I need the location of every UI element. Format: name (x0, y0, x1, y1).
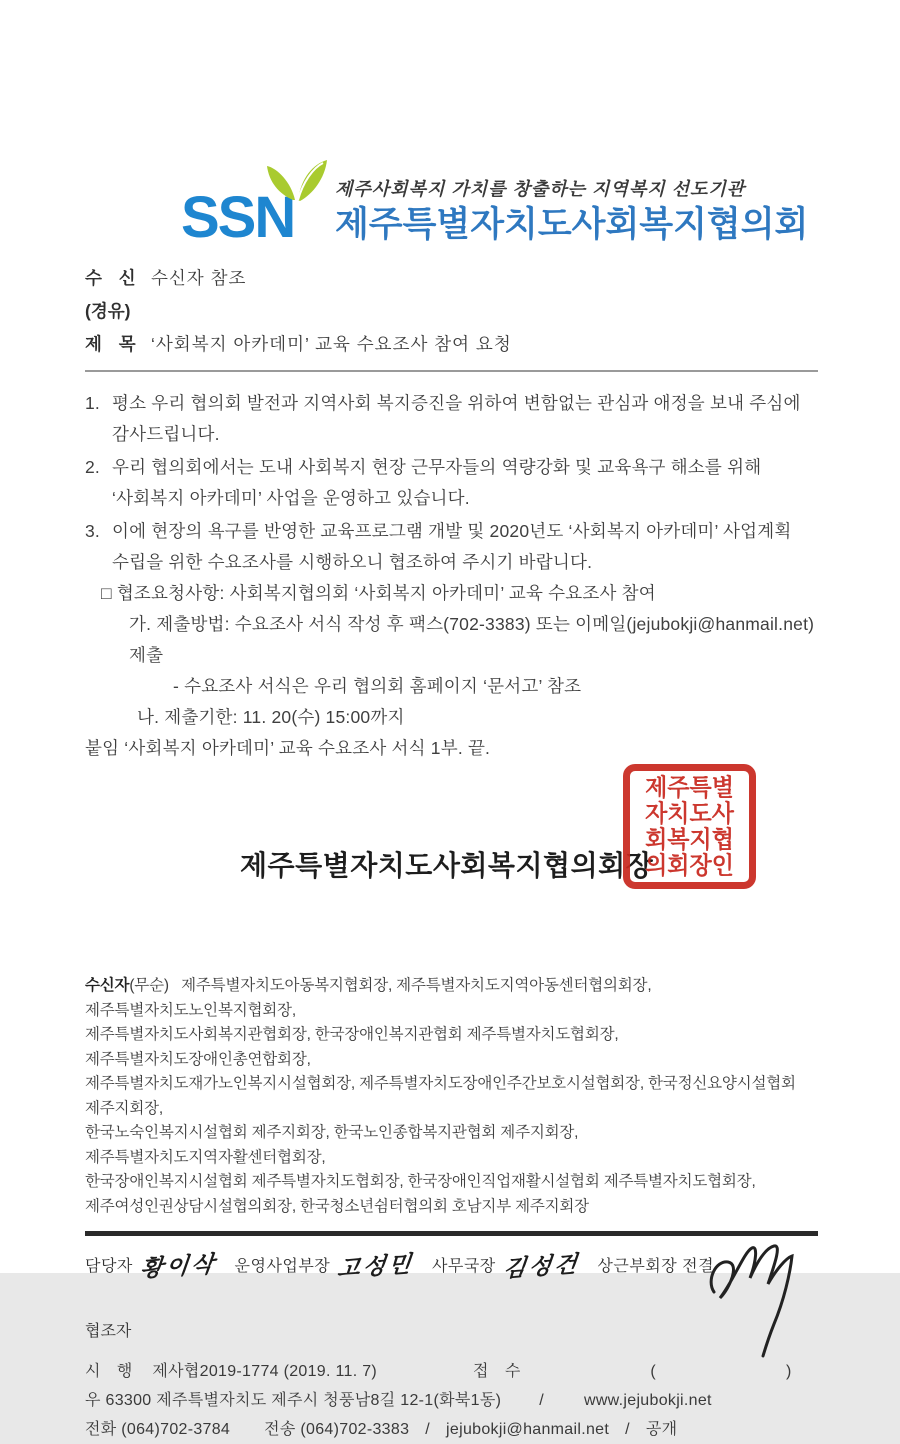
org-name: 제주특별자치도사회복지협의회 (335, 205, 809, 245)
via-label: (경유) (85, 301, 131, 321)
submission-deadline: 나. 제출기한: 11. 20(수) 15:00까지 (137, 707, 405, 727)
slash: / (625, 1421, 630, 1438)
seal-row: 회복지협 (645, 825, 734, 853)
submission-method-note: - 수요조사 서식은 우리 협의회 홈페이지 ‘문서고’ 참조 (173, 676, 582, 696)
footer-divider (85, 1231, 818, 1236)
document-meta (85, 262, 818, 372)
issue-number: 제사협2019-1774 (2019. 11. 7) (152, 1363, 378, 1380)
recipients-prefix-note: (무순) (129, 977, 169, 994)
subject-label: 제 목 (85, 334, 142, 354)
body-text (85, 388, 818, 764)
fax-number: (064)702-3383 (300, 1421, 410, 1438)
email-address: jejubokji@hanmail.net (446, 1421, 610, 1438)
approval-line (85, 1248, 818, 1304)
letterhead (181, 148, 818, 250)
paragraph-3 (85, 516, 818, 578)
seal-row: 의회장인 (645, 850, 734, 879)
subject-value: ‘사회복지 아카데미’ 교육 수요조사 참여 요청 (151, 334, 512, 354)
recipients-list (85, 974, 818, 1219)
paragraph-1-text: 평소 우리 협의회 발전과 지역사회 복지증진을 위하여 변함없는 관심과 애정을 보내 주심에 감사드립니다. (112, 393, 801, 444)
website-url: www.jejubokji.net (583, 1392, 712, 1409)
paragraph-1-number: 1. (85, 393, 100, 413)
paragraph-3-text: 이에 현장의 욕구를 반영한 교육프로그램 개발 및 2020년도 ‘사회복지 아카데미’ 사업계획 수립을 위한 수요조사를 시행하오니 협조하여 주시기 바랍니다. (112, 521, 792, 572)
recipients-line-2: 제주특별자치도사회복지관협회장, 한국장애인복지관협회 제주특별자치도협회장, 제주특별자치도장애인총연합회장, (85, 1026, 619, 1068)
fax-label: 전송 (264, 1421, 296, 1438)
phone-label: 전화 (85, 1421, 117, 1438)
receipt-paren-close: ) (786, 1363, 792, 1380)
secretary-general-label: 사무국장 (431, 1258, 496, 1275)
staff-label: 담당자 (85, 1258, 133, 1275)
address-row (85, 1386, 818, 1415)
cooperator-label: 협조자 (85, 1323, 132, 1340)
dept-head-signature: 고성민 (336, 1250, 416, 1282)
paragraph-2-number: 2. (85, 457, 100, 477)
recipients-line-3: 제주특별자치도재가노인복지시설협회장, 제주특별자치도장애인주간보호시설협회장, 한국정신요양시설협회 제주지회장, (85, 1075, 796, 1117)
signer-title: 제주특별자치도사회복지협의회장 (240, 850, 654, 881)
issue-label: 시 행 (85, 1363, 139, 1380)
staff-signature: 황이삭 (138, 1250, 219, 1282)
recipients-line-4: 한국노숙인복지시설협회 제주지회장, 한국노인종합복지관협회 제주지회장, 제주특별자치도지역자활센터협회장, (85, 1124, 579, 1166)
leaf-sprout-icon (265, 158, 329, 207)
ssn-logo (181, 184, 321, 250)
seal-row: 제주특별 (645, 773, 734, 801)
org-title-block (335, 175, 808, 244)
paragraph-2-text: 우리 협의회에서는 도내 사회복지 현장 근무자들의 역량강화 및 교육욕구 해소를 위해 ‘사회복지 아카데미’ 사업을 운영하고 있습니다. (112, 457, 762, 508)
document-body (85, 148, 818, 1444)
paragraph-2 (85, 452, 818, 514)
secretary-general-signature: 김성건 (501, 1250, 582, 1282)
phone-number: (064)702-3784 (121, 1421, 231, 1438)
subject-row (85, 328, 818, 361)
recipient-row (85, 262, 818, 295)
signer-block (85, 773, 818, 924)
document-info (85, 1357, 818, 1444)
final-approver-signature (700, 1240, 800, 1365)
subject-divider (85, 370, 818, 372)
receipt-label: 접 수 (473, 1363, 527, 1380)
submission-method: 가. 제출방법: 수요조사 서식 작성 후 팩스(702-3383) 또는 이메일(jejubokji@hanmail.net) 제출 (129, 614, 815, 665)
recipients-line-5: 한국장애인복지시설협회 제주특별자치도협회장, 한국장애인직업재활시설협회 제주특별자치도협회장, (85, 1173, 756, 1190)
ssn-logo-text: SSN (181, 184, 295, 250)
recipients-line-6: 제주여성인권상담시설협의회장, 한국청소년쉼터협의회 호남지부 제주지회장 (85, 1197, 589, 1215)
attachment-note: 붙임 ‘사회복지 아카데미’ 교육 수요조사 서식 1부. 끝. (85, 738, 491, 758)
receipt-paren-open: ( (650, 1363, 657, 1380)
paragraph-1 (85, 388, 818, 450)
official-seal-stamp (623, 764, 756, 889)
recipient-value: 수신자 참조 (151, 268, 247, 288)
recipients-line-1 (85, 974, 818, 1023)
slash: / (539, 1392, 544, 1409)
postal-address: 우 63300 제주특별자치도 제주시 청풍남8길 12-1(화북1동) (85, 1392, 502, 1409)
seal-row: 자치도사 (645, 799, 734, 827)
disclosure-label: 공개 (645, 1421, 678, 1438)
recipients-text: 제주특별자치도아동복지협회장, 제주특별자치도지역아동센터협의회장, 제주특별자치도노인복지협회장, (85, 977, 652, 1019)
final-approval-label: 상근부회장 전결 (597, 1258, 715, 1275)
dept-head-label: 운영사업부장 (234, 1258, 331, 1275)
recipients-prefix: 수신자 (85, 977, 130, 994)
recipient-label: 수 신 (85, 268, 142, 288)
cooperation-request: □ 협조요청사항: 사회복지협의회 ‘사회복지 아카데미’ 교육 수요조사 참여 (101, 583, 656, 603)
org-slogan: 제주사회복지 가치를 창출하는 지역복지 선도기관 (335, 179, 746, 200)
contact-row (85, 1415, 818, 1444)
slash: / (425, 1421, 431, 1438)
paragraph-3-number: 3. (85, 521, 100, 541)
